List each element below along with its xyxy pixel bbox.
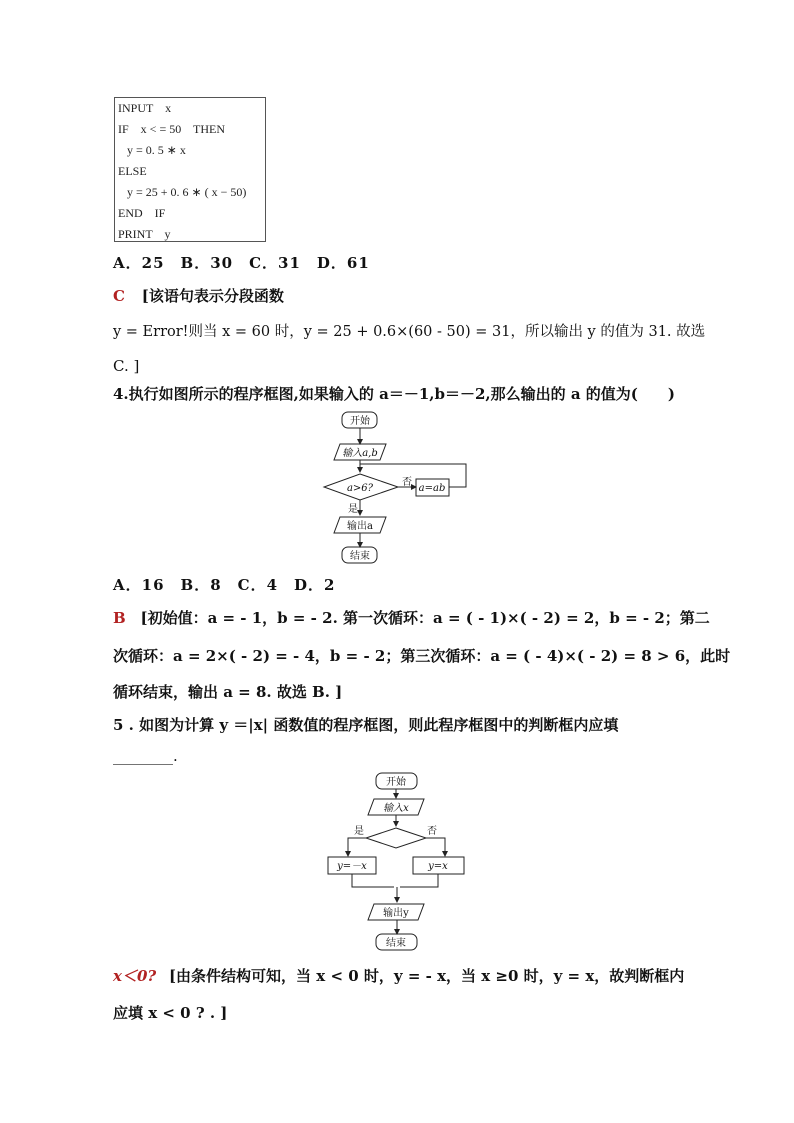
q5-flow-start: 开始 — [386, 777, 406, 788]
q4-explain-2: 次循环：a = 2×( - 2) = - 4，b = - 2；第三次循环：a = ( - 4)×( - 2) = 8 > 6，此时 — [113, 647, 731, 665]
q5-flow-left: y=－x — [337, 861, 367, 872]
q4-flow-end: 结束 — [350, 551, 370, 562]
q4-explain-1: [初始值：a = - 1，b = - 2. 第一次循环：a = ( - 1)×( - 2) = 2，b = - 2；第二 — [140, 609, 710, 627]
q5-flow-right: y=x — [428, 861, 448, 872]
q4-flow-condition: a>6? — [346, 483, 374, 494]
q5-flow-no: 否 — [427, 826, 437, 837]
q3-explanation-line-1 — [113, 285, 284, 307]
q3-answer: C — [113, 287, 125, 305]
code-line: INPUT x — [118, 101, 172, 115]
q5-flow-end: 结束 — [386, 938, 406, 949]
q3-options: A．25 B．30 C．31 D．61 — [113, 254, 370, 272]
q5-flowchart — [320, 770, 480, 955]
q4-options: A．16 B．8 C．4 D．2 — [113, 576, 336, 594]
q5-explanation-line-1 — [113, 965, 684, 987]
code-line: ELSE — [118, 164, 147, 178]
q4-answer: B — [113, 609, 126, 627]
q5-explain-2: 应填 x < 0 ? . ] — [113, 1004, 228, 1022]
q4-flow-yes: 是 — [348, 504, 358, 515]
q4-flow-output: 输出a — [347, 521, 373, 532]
q4-flowchart — [320, 406, 480, 568]
q5-flow-output: 输出y — [383, 908, 409, 919]
q3-explain-2: y = Error!则当 x = 60 时，y = 25 + 0.6×(60 - 50) = 31，所以输出 y 的值为 31. 故选 — [113, 324, 706, 340]
q4-flow-no: 否 — [402, 477, 412, 488]
q4-explain-3: 循环结束，输出 a = 8. 故选 B. ] — [113, 683, 343, 701]
q5-answer: x＜0? — [113, 967, 157, 985]
code-line: END IF — [118, 206, 166, 220]
q4-flow-assign: a=ab — [418, 483, 446, 494]
q4-flow-start: 开始 — [350, 416, 370, 427]
q5-explain-1: [由条件结构可知，当 x < 0 时，y = - x，当 x ≥0 时，y = x，故判断框内 — [168, 967, 685, 985]
q4-explanation-line-1 — [113, 607, 710, 629]
q5-blank: ________. — [113, 747, 178, 765]
q3-explain-1: [该语句表示分段函数 — [141, 287, 284, 305]
q5-question: 5 . 如图为计算 y ＝|x| 函数值的程序框图，则此程序框图中的判断框内应填 — [113, 716, 619, 734]
q3-explain-3: C. ] — [113, 357, 140, 375]
code-line: IF x < = 50 THEN — [118, 122, 225, 136]
code-line: y = 0. 5 ∗ x — [118, 143, 186, 157]
q5-flow-input: 输入x — [383, 803, 409, 814]
q5-flow-yes: 是 — [354, 826, 364, 837]
q4-flow-input: 输入a,b — [342, 448, 378, 459]
code-line: PRINT y — [118, 227, 171, 241]
code-line: y = 25 + 0. 6 ∗ ( x − 50) — [118, 185, 247, 199]
code-block — [114, 97, 266, 242]
q4-question: 4.执行如图所示的程序框图,如果输入的 a＝－1,b＝－2,那么输出的 a 的值为( ) — [113, 385, 675, 403]
